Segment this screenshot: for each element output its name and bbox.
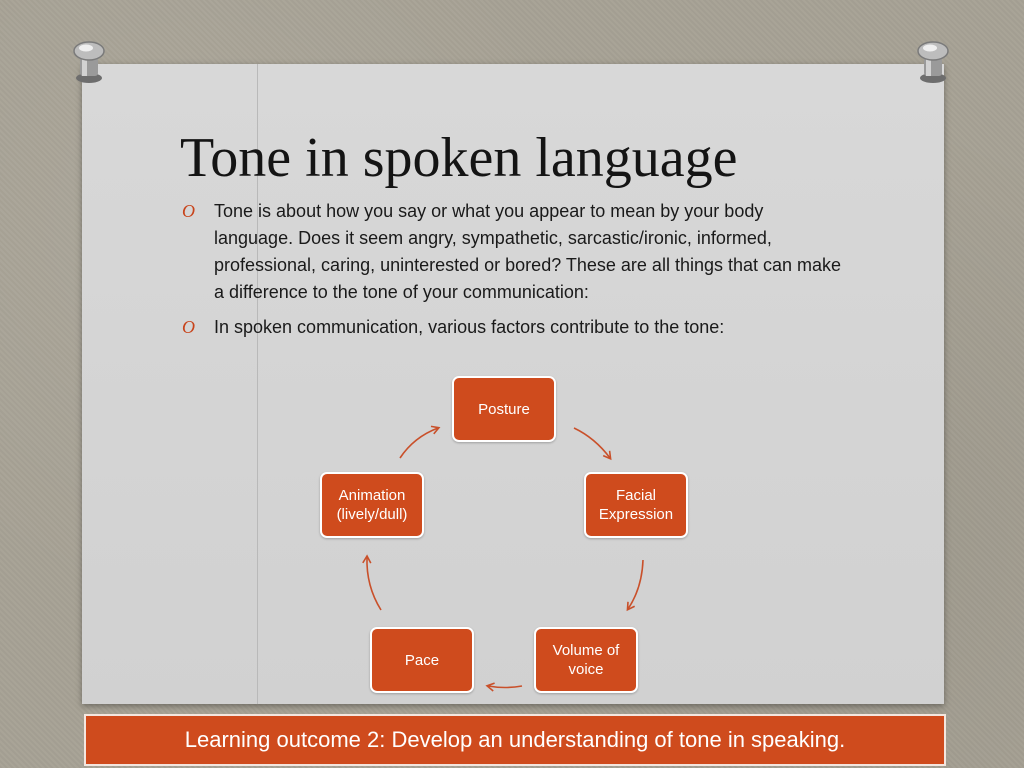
cycle-node-volume-of-voice bbox=[534, 627, 638, 693]
bullet-marker: O bbox=[182, 317, 195, 337]
bullet-text: In spoken communication, various factors contribute to the tone: bbox=[214, 317, 725, 337]
cycle-node-posture bbox=[452, 376, 556, 442]
cycle-node-label: Animation (lively/dull) bbox=[336, 487, 408, 523]
slide-title: Tone in spoken language bbox=[180, 127, 738, 189]
cycle-node-pace bbox=[370, 627, 474, 693]
curved-arrow-icon bbox=[628, 560, 643, 609]
bullet-marker: O bbox=[182, 201, 195, 221]
curved-arrow-icon bbox=[574, 428, 610, 458]
curved-arrow-icon bbox=[367, 557, 381, 610]
learning-outcome-banner: Learning outcome 2: Develop an understanding of tone in speaking. bbox=[84, 714, 946, 766]
curved-arrow-icon bbox=[400, 428, 438, 458]
cycle-node-label: Facial Expression bbox=[598, 487, 674, 523]
curved-arrow-icon bbox=[488, 686, 522, 688]
cycle-node-label: Posture bbox=[478, 400, 530, 418]
cycle-node-label: Pace bbox=[404, 651, 440, 669]
cycle-node-facial-expression bbox=[584, 472, 688, 538]
bullet-text: Tone is about how you say or what you appear to mean by your body language. Does it seem angry, sympathetic, sarcastic/ironic, informed, professional, caring, uninterested or bored? These are all things that can make a difference to the tone of your communication: bbox=[214, 201, 842, 302]
cycle-node-label: Volume of voice bbox=[552, 642, 620, 678]
cycle-node-animation bbox=[320, 472, 424, 538]
